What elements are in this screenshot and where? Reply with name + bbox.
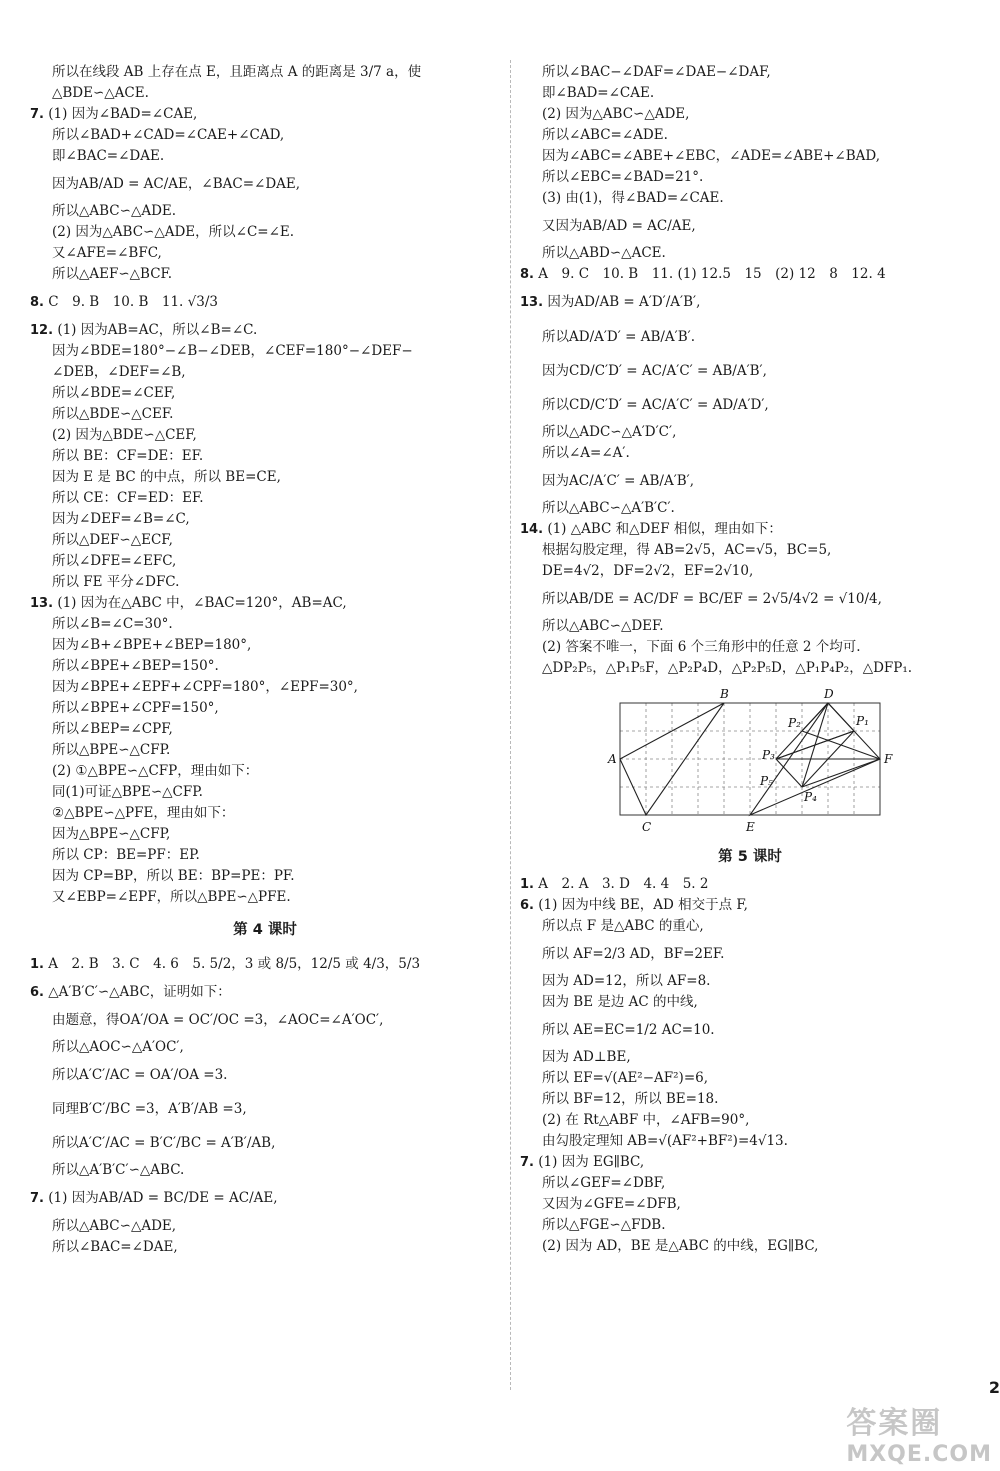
- answer-text: 所以∠BEP=∠CPF,: [52, 721, 173, 737]
- answer-text: △BDE∽△ACE.: [52, 85, 149, 101]
- answer-text: 所以∠BAC=∠DAE,: [52, 1239, 178, 1255]
- answer-text: 所以△BDE∽△CEF.: [52, 406, 174, 422]
- answer-line: [30, 1037, 500, 1058]
- question-number: 12.: [30, 323, 54, 338]
- answer-text: 所以AB/DE = AC/DF = BC/EF = 2√5/4√2 = √10/4,: [542, 591, 882, 607]
- answer-line: [30, 104, 500, 125]
- answer-text: 所以 AF=2/3 AD，BF=2EF.: [542, 946, 725, 962]
- answer-text: (3) 由(1)，得∠BAD=∠CAE.: [542, 190, 724, 206]
- watermark-line-1: 答案圈: [846, 1406, 943, 1441]
- answer-line: [30, 320, 500, 341]
- answer-text: 因为 CP=BP，所以 BE：BP=PE：PF.: [52, 868, 295, 884]
- answer-text: 所以△BPE∽△CFP.: [52, 742, 171, 758]
- answer-line: [30, 740, 500, 761]
- answer-text: 因为∠ABC=∠ABE+∠EBC，∠ADE=∠ABE+∠BAD,: [542, 148, 881, 164]
- answer-text: 所以△FGE∽△FDB.: [542, 1217, 666, 1233]
- answer-line: [520, 971, 980, 992]
- answer-text: 因为△BPE∽△CFP,: [52, 826, 171, 842]
- answer-text: 所以 AE=EC=1/2 AC=10.: [542, 1022, 715, 1038]
- answer-line: [30, 488, 500, 509]
- answer-line: [520, 519, 980, 540]
- answer-text: (2) 答案不唯一，下面 6 个三角形中的任意 2 个均可.: [542, 639, 861, 655]
- answer-text: 因为∠DEF=∠B=∠C,: [52, 511, 190, 527]
- answer-line: [30, 383, 500, 404]
- question-number: 13.: [520, 295, 544, 310]
- answer-line: [520, 874, 980, 895]
- answer-line: [30, 167, 500, 201]
- right-column: [520, 62, 980, 1257]
- section-title: 第 4 课时: [233, 922, 297, 938]
- answer-text: 所以∠BAD+∠CAD=∠CAE+∠CAD,: [52, 127, 285, 143]
- answer-text: 所以∠GEF=∠DBF,: [542, 1175, 666, 1191]
- answer-line: [520, 1194, 980, 1215]
- answer-line: [520, 1152, 980, 1173]
- answer-text: 所以△ADC∽△A′D′C′,: [542, 424, 677, 440]
- answer-line: [520, 916, 980, 937]
- answer-text: 同理B′C′/BC =3，A′B′/AB =3,: [52, 1101, 247, 1117]
- label-C: C: [642, 820, 652, 834]
- answer-text: (1) 因为AB/AD = BC/DE = AC/AE,: [48, 1190, 278, 1206]
- answer-text: 因为CD/C′D′ = AC/A′C′ = AB/A′B′,: [542, 363, 767, 379]
- answer-line: [520, 388, 980, 422]
- answer-line: [30, 982, 500, 1003]
- answer-text: 所以∠DFE=∠EFC,: [52, 553, 177, 569]
- answer-line: [30, 1237, 500, 1258]
- answer-text: 因为AC/A′C′ = AB/A′B′,: [542, 473, 695, 489]
- answer-text: 所以 CE：CF=ED：EF.: [52, 490, 204, 506]
- answer-text: 所以△ABC∽△DEF.: [542, 618, 664, 634]
- answer-text: (1) △ABC 和△DEF 相似，理由如下：: [547, 521, 782, 537]
- answer-line: [30, 1058, 500, 1092]
- answer-text: 又∠EBP=∠EPF，所以△BPE∽△PFE.: [52, 889, 291, 905]
- answer-line: [30, 1092, 500, 1126]
- answer-text: 由题意，得OA′/OA = OC′/OC =3，∠AOC=∠A′OC′,: [52, 1012, 384, 1028]
- page-number: 2: [988, 1378, 1000, 1397]
- answer-line: [520, 498, 980, 519]
- answer-text: 所以△ABC∽△ADE.: [52, 203, 177, 219]
- answer-text: 所以∠BPE+∠BEP=150°.: [52, 658, 219, 674]
- answer-line: [30, 1003, 500, 1037]
- label-E: E: [746, 820, 755, 834]
- answer-line: [520, 422, 980, 443]
- answer-line: [30, 656, 500, 677]
- answer-line: [520, 540, 980, 561]
- answer-text: 所以△AOC∽△A′OC′,: [52, 1039, 184, 1055]
- answer-text: 所以△A′B′C′∽△ABC.: [52, 1162, 185, 1178]
- answer-text: 所以△AEF∽△BCF.: [52, 266, 173, 282]
- answer-text: 所以∠BAC−∠DAF=∠DAE−∠DAF,: [542, 64, 771, 80]
- answer-text: 所以点 F 是△ABC 的重心,: [542, 918, 704, 934]
- answer-text: 所以△ABC∽△ADE,: [52, 1218, 177, 1234]
- question-number: 1.: [30, 957, 44, 972]
- answer-line: [30, 201, 500, 222]
- answer-line: [30, 614, 500, 635]
- question-number: 7.: [30, 1191, 44, 1206]
- answer-line: [520, 125, 980, 146]
- answer-text: 所以∠BDE=∠CEF,: [52, 385, 176, 401]
- left-column: [30, 62, 500, 1258]
- answer-line: [520, 1131, 980, 1152]
- answer-line: [520, 464, 980, 498]
- answer-text: 所以AD/A′D′ = AB/A′B′.: [542, 329, 696, 345]
- answer-line: [30, 635, 500, 656]
- answer-text: 所以∠EBC=∠BAD=21°.: [542, 169, 704, 185]
- answer-text: 所以∠A=∠A′.: [542, 445, 630, 461]
- answer-line: [30, 572, 500, 593]
- answer-line: [520, 1236, 980, 1257]
- answer-text: 所以∠BPE+∠CPF=150°,: [52, 700, 219, 716]
- answer-line: [520, 167, 980, 188]
- answer-line: [520, 320, 980, 354]
- answer-line: [520, 637, 980, 658]
- answer-line: [30, 803, 500, 824]
- answer-line: [30, 62, 500, 83]
- answer-line: [520, 188, 980, 209]
- label-P4: P₄: [804, 790, 817, 804]
- answer-line: [520, 1047, 980, 1068]
- answer-line: [30, 698, 500, 719]
- answer-text: 所以CD/C′D′ = AC/A′C′ = AD/A′D′,: [542, 397, 769, 413]
- question-number: 7.: [30, 107, 44, 122]
- question-number: 7.: [520, 1155, 534, 1170]
- answer-line: [520, 561, 980, 582]
- answer-text: 因为∠BDE=180°−∠B−∠DEB，∠CEF=180°−∠DEF−: [52, 343, 413, 359]
- answer-text: A 2. A 3. D 4. 4 5. 2: [538, 876, 709, 892]
- question-number: 8.: [30, 295, 44, 310]
- answer-line: [30, 1160, 500, 1181]
- answer-text: 所以 BF=12，所以 BE=18.: [542, 1091, 719, 1107]
- answer-text: 所以在线段 AB 上存在点 E，且距离点 A 的距离是 3/7 a，使: [52, 64, 422, 80]
- answer-line: [30, 1126, 500, 1160]
- answer-text: (1) 因为 EG∥BC,: [538, 1154, 645, 1170]
- answer-line: [30, 782, 500, 803]
- answer-text: A 9. C 10. B 11. (1) 12.5 15 (2) 12 8 12. 4: [538, 266, 886, 282]
- answer-text: 所以 EF=√(AE²−AF²)=6,: [542, 1070, 709, 1086]
- label-A: A: [608, 752, 617, 766]
- answer-text: (2) 因为△ABC∽△ADE，所以∠C=∠E.: [52, 224, 295, 240]
- answer-line: [30, 446, 500, 467]
- answer-text: 又因为∠GFE=∠DFB,: [542, 1196, 681, 1212]
- watermark: [846, 1398, 992, 1467]
- answer-line: [30, 677, 500, 698]
- answer-text: 因为 BE 是边 AC 的中线,: [542, 994, 698, 1010]
- label-P3: P₃: [762, 748, 775, 762]
- answer-line: [30, 125, 500, 146]
- answer-text: 因为AB/AD = AC/AE，∠BAC=∠DAE,: [52, 176, 301, 192]
- answer-line: [520, 1215, 980, 1236]
- answer-line: [30, 866, 500, 887]
- question-number: 8.: [520, 267, 534, 282]
- answer-line: [30, 83, 500, 104]
- answer-text: (1) 因为∠BAD=∠CAE,: [48, 106, 198, 122]
- answer-line: [520, 992, 980, 1013]
- answer-text: 因为 AD=12，所以 AF=8.: [542, 973, 711, 989]
- answer-line: [30, 887, 500, 908]
- answer-line: [520, 616, 980, 637]
- answer-line: [520, 354, 980, 388]
- answer-text: 所以A′C′/AC = OA′/OA =3.: [52, 1067, 228, 1083]
- answer-text: 因为 AD⊥BE,: [542, 1049, 631, 1065]
- answer-line: [30, 1181, 500, 1216]
- answer-line: [520, 443, 980, 464]
- answer-text: ②△BPE∽△PFE，理由如下：: [52, 805, 235, 821]
- answer-line: [30, 761, 500, 782]
- label-P1: P₁: [856, 714, 869, 728]
- answer-line: [30, 824, 500, 845]
- answer-text: (1) 因为中线 BE，AD 相交于点 F,: [538, 897, 748, 913]
- answer-line: [520, 209, 980, 243]
- watermark-line-2: MXQE.COM: [846, 1442, 992, 1467]
- answer-line: [30, 264, 500, 285]
- answer-line: [30, 341, 500, 362]
- question-number: 13.: [30, 596, 54, 611]
- section-title: 第 5 课时: [718, 849, 782, 865]
- label-P2: P₂: [788, 716, 801, 730]
- answer-text: (1) 因为AB=AC，所以∠B=∠C.: [57, 322, 258, 338]
- answer-line: [520, 264, 980, 285]
- answer-text: A 2. B 3. C 4. 6 5. 5/2，3 或 8/5，12/5 或 4/3，5/3: [48, 956, 421, 972]
- answer-text: 即∠BAD=∠CAE.: [542, 85, 655, 101]
- answer-line: [30, 1216, 500, 1237]
- answer-text: 因为AD/AB = A′D′/A′B′,: [547, 294, 701, 310]
- answer-line: [520, 1089, 980, 1110]
- answer-text: 又因为AB/AD = AC/AE,: [542, 218, 696, 234]
- answer-text: 因为 E 是 BC 的中点，所以 BE=CE,: [52, 469, 281, 485]
- answer-text: (2) 因为 AD，BE 是△ABC 的中线，EG∥BC,: [542, 1238, 819, 1254]
- answer-line: [520, 243, 980, 264]
- answer-line: [520, 1110, 980, 1131]
- answer-line: [520, 937, 980, 971]
- answer-line: [520, 1068, 980, 1089]
- answer-text: 所以 FE 平分∠DFC.: [52, 574, 180, 590]
- answer-line: [520, 62, 980, 83]
- question-number: 6.: [520, 898, 534, 913]
- answer-line: [520, 582, 980, 616]
- question-number: 14.: [520, 522, 544, 537]
- answer-line: [30, 285, 500, 320]
- answer-line: [30, 845, 500, 866]
- answer-text: 所以△ABC∽△A′B′C′.: [542, 500, 675, 516]
- answer-text: DE=4√2，DF=2√2，EF=2√10,: [542, 563, 754, 579]
- answer-line: [30, 467, 500, 488]
- answer-text: 因为∠BPE+∠EPF+∠CPF=180°，∠EPF=30°,: [52, 679, 358, 695]
- answer-line: [520, 1013, 980, 1047]
- answer-text: 由勾股定理知 AB=√(AF²+BF²)=4√13.: [542, 1133, 788, 1149]
- label-F: F: [884, 752, 893, 766]
- answer-text: 所以∠B=∠C=30°.: [52, 616, 173, 632]
- answer-text: 所以 CP：BE=PF：EP.: [52, 847, 200, 863]
- question-number: 1.: [520, 877, 534, 892]
- answer-line: [30, 362, 500, 383]
- label-B: B: [720, 687, 729, 701]
- answer-text: ∠DEB，∠DEF=∠B,: [52, 364, 186, 380]
- answer-line: [520, 285, 980, 320]
- answer-line: [520, 658, 980, 679]
- answer-text: (2) 因为△ABC∽△ADE,: [542, 106, 690, 122]
- answer-line: [520, 146, 980, 167]
- answer-line: [30, 146, 500, 167]
- answer-line: [30, 719, 500, 740]
- answer-text: (1) 因为在△ABC 中，∠BAC=120°，AB=AC,: [57, 595, 347, 611]
- answer-line: [30, 425, 500, 446]
- answer-text: 根据勾股定理，得 AB=2√5，AC=√5，BC=5,: [542, 542, 832, 558]
- answer-text: 所以 BE：CF=DE：EF.: [52, 448, 204, 464]
- grid-figure: [600, 685, 900, 835]
- answer-text: 又∠AFE=∠BFC,: [52, 245, 162, 261]
- answer-text: 所以∠ABC=∠ADE.: [542, 127, 668, 143]
- label-D: D: [824, 687, 834, 701]
- answer-line: [30, 404, 500, 425]
- answer-line: [30, 509, 500, 530]
- answer-text: 因为∠B+∠BPE+∠BEP=180°,: [52, 637, 252, 653]
- answer-line: [520, 83, 980, 104]
- answer-text: C 9. B 10. B 11. √3/3: [48, 294, 218, 310]
- answer-text: (2) ①△BPE∽△CFP，理由如下：: [52, 763, 259, 779]
- answer-text: (2) 在 Rt△ABF 中，∠AFB=90°,: [542, 1112, 750, 1128]
- answer-line: [30, 947, 500, 982]
- answer-text: (2) 因为△BDE∽△CEF,: [52, 427, 197, 443]
- answer-line: [30, 593, 500, 614]
- answer-line: [30, 243, 500, 264]
- column-divider: [510, 60, 511, 1390]
- answer-text: 所以A′C′/AC = B′C′/BC = A′B′/AB,: [52, 1135, 276, 1151]
- answer-line: [520, 1173, 980, 1194]
- answer-line: [520, 895, 980, 916]
- answer-text: △A′B′C′∽△ABC，证明如下：: [48, 984, 231, 1000]
- answer-line: [30, 551, 500, 572]
- answer-text: △DP₂P₅，△P₁P₅F，△P₂P₄D，△P₂P₅D，△P₁P₄P₂，△DFP₁.: [542, 660, 913, 676]
- answer-text: 所以△DEF∽△ECF,: [52, 532, 173, 548]
- answer-text: 同(1)可证△BPE∽△CFP.: [52, 784, 203, 800]
- answer-line: [30, 222, 500, 243]
- question-number: 6.: [30, 985, 44, 1000]
- answer-text: 所以△ABD∽△ACE.: [542, 245, 666, 261]
- answer-text: 即∠BAC=∠DAE.: [52, 148, 165, 164]
- label-P5: P₅: [760, 774, 773, 788]
- answer-line: [30, 530, 500, 551]
- answer-line: [520, 104, 980, 125]
